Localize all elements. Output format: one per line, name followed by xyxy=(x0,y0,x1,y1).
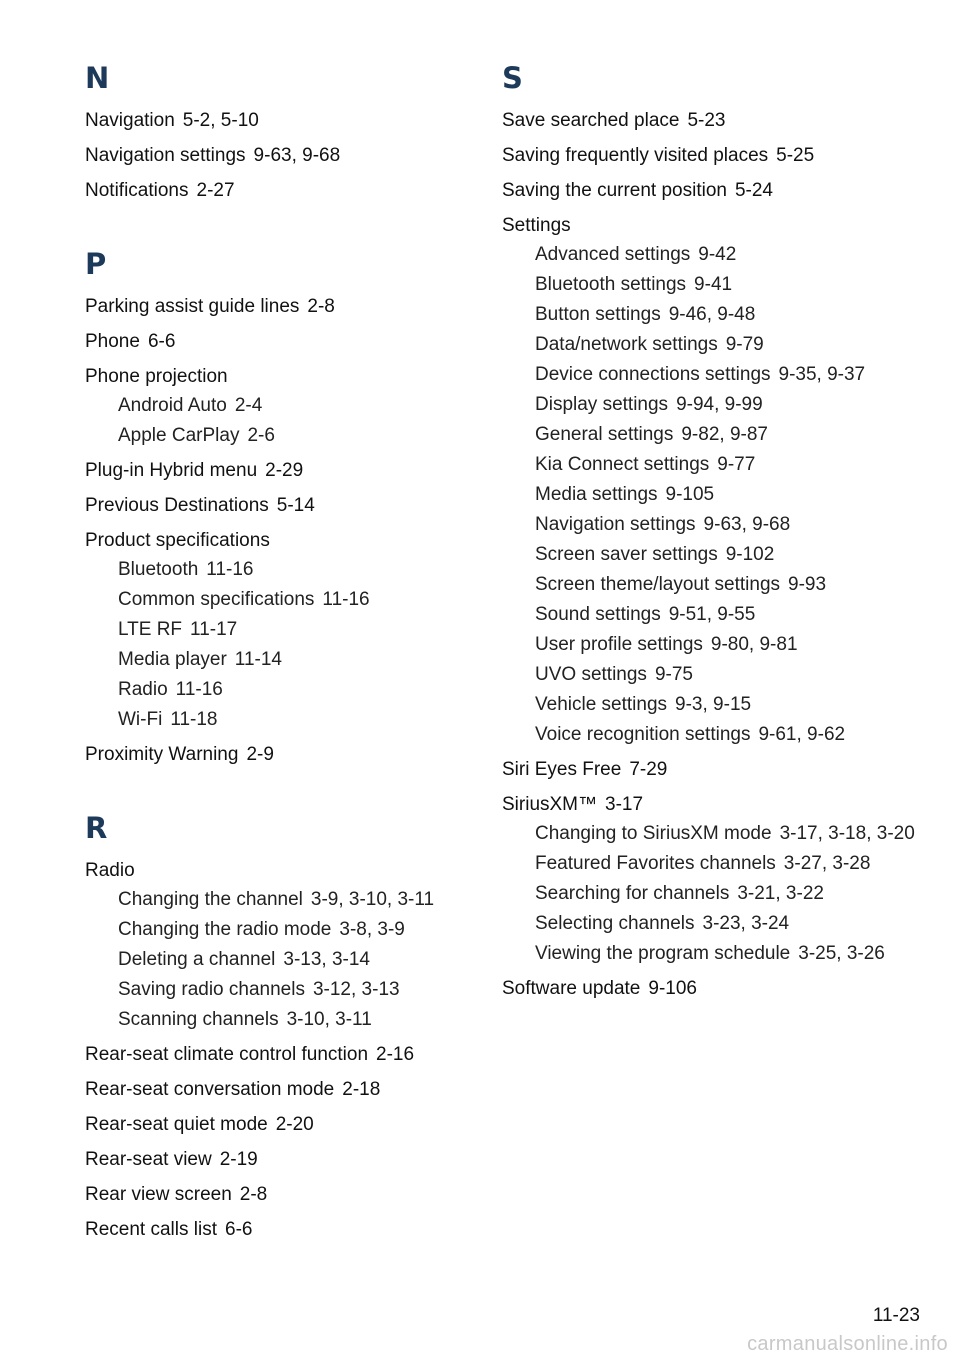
index-entry xyxy=(85,458,475,484)
index-page-ref[interactable]: 11-14 xyxy=(234,649,282,670)
index-subentry xyxy=(502,851,922,877)
index-subterm: Button settings xyxy=(535,304,661,325)
index-subentry xyxy=(502,242,922,268)
index-page-ref[interactable]: 3-9, 3-10, 3-11 xyxy=(310,889,435,910)
index-column-right xyxy=(502,58,922,1042)
index-subentry xyxy=(502,302,922,328)
index-subentry xyxy=(85,677,475,703)
index-subterm: Android Auto xyxy=(118,395,227,416)
index-subentry xyxy=(502,272,922,298)
index-entry xyxy=(85,329,475,355)
index-page-ref[interactable]: 6-6 xyxy=(147,331,176,352)
index-page-ref[interactable]: 9-63, 9-68 xyxy=(253,145,341,166)
index-term: Previous Destinations xyxy=(85,495,269,516)
index-subterm: Navigation settings xyxy=(535,514,696,535)
index-page-ref[interactable]: 5-14 xyxy=(276,495,315,516)
index-subterm: Bluetooth settings xyxy=(535,274,687,295)
index-term: Rear view screen xyxy=(85,1184,232,1205)
index-term: Rear-seat conversation mode xyxy=(85,1079,335,1100)
index-page-ref[interactable]: 9-102 xyxy=(725,544,775,565)
index-subterm: LTE RF xyxy=(118,619,183,640)
index-page-ref[interactable]: 2-16 xyxy=(376,1044,415,1065)
index-subentry xyxy=(85,1007,475,1033)
index-subterm: Apple CarPlay xyxy=(118,425,240,446)
index-entry xyxy=(85,1147,475,1173)
index-subterm: Scanning channels xyxy=(118,1009,279,1030)
index-subterm: Vehicle settings xyxy=(535,694,668,715)
index-page-ref[interactable]: 9-106 xyxy=(648,978,697,999)
index-page-ref[interactable]: 5-2, 5-10 xyxy=(182,110,259,131)
index-subterm: Sound settings xyxy=(535,604,661,625)
index-page-ref[interactable]: 2-19 xyxy=(219,1149,258,1170)
index-subterm: Viewing the program schedule xyxy=(535,943,791,964)
index-section-s xyxy=(502,58,922,1002)
index-page-ref[interactable]: 3-23, 3-24 xyxy=(702,913,790,934)
index-page-ref[interactable]: 6-6 xyxy=(225,1219,253,1240)
index-subentry xyxy=(85,707,475,733)
index-entry xyxy=(502,976,922,1002)
index-page-ref[interactable]: 9-41 xyxy=(694,274,733,295)
index-entry xyxy=(85,294,475,320)
index-page-ref[interactable]: 2-9 xyxy=(246,744,274,765)
index-page-ref[interactable]: 9-75 xyxy=(654,664,693,685)
index-page-ref[interactable]: 3-27, 3-28 xyxy=(783,853,871,874)
index-subterm: Radio xyxy=(118,679,168,700)
index-page-ref[interactable]: 9-80, 9-81 xyxy=(710,634,798,655)
index-entry xyxy=(502,792,922,967)
index-subentry xyxy=(502,722,922,748)
index-subentry xyxy=(85,947,475,973)
index-entry xyxy=(85,364,475,449)
index-entry xyxy=(502,143,922,169)
index-entry xyxy=(85,493,475,519)
index-subterm: User profile settings xyxy=(535,634,703,655)
section-letter-heading: P xyxy=(85,247,107,281)
index-subentries xyxy=(85,393,475,449)
index-subterm: Device connections settings xyxy=(535,364,771,385)
index-subterm: UVO settings xyxy=(535,664,647,685)
section-letter-heading: R xyxy=(85,811,108,845)
index-page-ref[interactable]: 9-42 xyxy=(698,244,737,265)
index-subterm: Featured Favorites channels xyxy=(535,853,776,874)
index-subentry xyxy=(502,542,922,568)
index-entry xyxy=(85,143,475,169)
index-subterm: Advanced settings xyxy=(535,244,691,265)
index-subentry xyxy=(85,423,475,449)
index-page-ref[interactable]: 9-3, 9-15 xyxy=(675,694,752,715)
index-page-ref[interactable]: 9-77 xyxy=(717,454,756,475)
index-subentry xyxy=(85,917,475,943)
index-entry xyxy=(85,178,475,204)
index-subentry xyxy=(502,692,922,718)
index-subentry xyxy=(502,332,922,358)
index-page-ref[interactable]: 2-8 xyxy=(307,296,335,317)
index-term: Siri Eyes Free xyxy=(502,759,622,780)
index-subterm: Saving radio channels xyxy=(118,979,305,1000)
index-subterm: Changing the channel xyxy=(118,889,303,910)
index-subterm: Media player xyxy=(118,649,227,670)
index-subentry xyxy=(502,392,922,418)
index-page-ref[interactable]: 9-51, 9-55 xyxy=(668,604,756,625)
index-term: Navigation xyxy=(85,110,175,131)
index-subentry xyxy=(502,911,922,937)
index-subterm: Voice recognition settings xyxy=(535,724,751,745)
index-page-ref[interactable]: 9-46, 9-48 xyxy=(668,304,756,325)
index-subentry xyxy=(502,572,922,598)
index-section-p xyxy=(85,244,475,768)
index-entry xyxy=(502,757,922,783)
index-entry xyxy=(85,1217,475,1243)
index-subentry xyxy=(85,557,475,583)
index-page-ref[interactable]: 2-27 xyxy=(196,180,235,201)
index-entry xyxy=(85,1112,475,1138)
index-term: Save searched place xyxy=(502,110,680,131)
index-page-ref[interactable]: 9-79 xyxy=(725,334,764,355)
index-subterm: Kia Connect settings xyxy=(535,454,710,475)
index-term: Saving frequently visited places xyxy=(502,145,769,166)
section-letter-heading: N xyxy=(85,61,110,95)
index-entry xyxy=(85,528,475,733)
index-subentry xyxy=(502,941,922,967)
index-page-ref[interactable]: 9-63, 9-68 xyxy=(703,514,791,535)
index-page-ref[interactable]: 11-18 xyxy=(170,709,218,730)
index-page-ref[interactable]: 11-16 xyxy=(206,559,254,580)
index-entry xyxy=(85,858,475,1033)
index-page-ref[interactable]: 9-93 xyxy=(788,574,827,595)
index-page-ref[interactable]: 3-17 xyxy=(605,794,644,815)
index-entry xyxy=(502,213,922,748)
index-subterm: Searching for channels xyxy=(535,883,730,904)
index-page-ref[interactable]: 11-16 xyxy=(175,679,223,700)
index-page-ref[interactable]: 3-8, 3-9 xyxy=(339,919,405,940)
index-page-ref[interactable]: 7-29 xyxy=(629,759,668,780)
index-subterm: Wi-Fi xyxy=(118,709,163,730)
index-page-ref[interactable]: 3-21, 3-22 xyxy=(737,883,824,904)
index-page-ref[interactable]: 2-18 xyxy=(342,1079,381,1100)
index-term: Proximity Warning xyxy=(85,744,239,765)
index-subentry xyxy=(85,393,475,419)
index-term: Saving the current position xyxy=(502,180,727,201)
index-subterm: Media settings xyxy=(535,484,658,505)
index-subentry xyxy=(502,881,922,907)
index-page-ref[interactable]: 2-29 xyxy=(265,460,304,481)
index-subentry xyxy=(502,512,922,538)
index-term: Rear-seat quiet mode xyxy=(85,1114,268,1135)
index-term: Phone projection xyxy=(85,366,228,387)
index-page-ref[interactable]: 3-13, 3-14 xyxy=(283,949,371,970)
index-section-r xyxy=(85,808,475,1243)
index-page-ref[interactable]: 9-82, 9-87 xyxy=(681,424,768,445)
index-entry xyxy=(85,1042,475,1068)
page-number: 11-23 xyxy=(872,1305,920,1326)
index-entry xyxy=(85,1077,475,1103)
index-subentry xyxy=(502,662,922,688)
index-term: Software update xyxy=(502,978,641,999)
index-subentry xyxy=(85,887,475,913)
index-subentry xyxy=(85,977,475,1003)
index-subterm: Bluetooth xyxy=(118,559,199,580)
index-page-ref[interactable]: 11-17 xyxy=(190,619,238,640)
index-page-ref[interactable]: 9-94, 9-99 xyxy=(676,394,763,415)
index-page-ref[interactable]: 5-24 xyxy=(734,180,773,201)
index-subentries xyxy=(85,557,475,733)
index-subterm: Screen saver settings xyxy=(535,544,718,565)
index-page-ref[interactable]: 5-23 xyxy=(687,110,726,131)
index-subentry xyxy=(502,632,922,658)
index-subentries xyxy=(502,821,922,967)
section-letter-heading: S xyxy=(502,61,523,95)
index-subterm: Display settings xyxy=(535,394,669,415)
index-subterm: Deleting a channel xyxy=(118,949,276,970)
index-subentry xyxy=(85,617,475,643)
index-subentry xyxy=(502,821,922,847)
index-term: Navigation settings xyxy=(85,145,246,166)
index-page-ref[interactable]: 3-17, 3-18, 3-20 xyxy=(779,823,915,844)
index-subentry xyxy=(85,587,475,613)
index-subentry xyxy=(85,647,475,673)
index-term: Recent calls list xyxy=(85,1219,217,1240)
index-term: Parking assist guide lines xyxy=(85,296,300,317)
index-subterm: Changing to SiriusXM mode xyxy=(535,823,772,844)
index-subterm: Common specifications xyxy=(118,589,315,610)
index-subterm: Changing the radio mode xyxy=(118,919,332,940)
index-page-ref[interactable]: 9-105 xyxy=(665,484,715,505)
index-subentry xyxy=(502,362,922,388)
index-page-ref[interactable]: 3-25, 3-26 xyxy=(798,943,885,964)
watermark: carmanualsonline.info xyxy=(747,1333,948,1355)
index-entry xyxy=(85,108,475,134)
index-term: Plug-in Hybrid menu xyxy=(85,460,258,481)
index-subentry xyxy=(502,452,922,478)
index-page-ref[interactable]: 2-4 xyxy=(234,395,263,416)
index-term: Product specifications xyxy=(85,530,270,551)
index-subentry xyxy=(502,482,922,508)
index-term: Notifications xyxy=(85,180,189,201)
index-page-ref[interactable]: 3-12, 3-13 xyxy=(312,979,400,1000)
index-subterm: Screen theme/layout settings xyxy=(535,574,781,595)
index-subentries xyxy=(502,242,922,748)
index-term: Rear-seat view xyxy=(85,1149,212,1170)
index-term: Phone xyxy=(85,331,140,352)
index-entry xyxy=(502,178,922,204)
index-entry xyxy=(502,108,922,134)
index-subterm: Selecting channels xyxy=(535,913,695,934)
index-subterm: Data/network settings xyxy=(535,334,718,355)
index-page-ref[interactable]: 3-10, 3-11 xyxy=(286,1009,372,1030)
index-page-ref[interactable]: 9-61, 9-62 xyxy=(758,724,846,745)
index-term: SiriusXM™ xyxy=(502,794,598,815)
index-section-n xyxy=(85,58,475,204)
index-page-ref[interactable]: 2-8 xyxy=(239,1184,268,1205)
index-page-ref[interactable]: 2-20 xyxy=(275,1114,314,1135)
index-column-left xyxy=(85,58,475,1283)
index-page-ref[interactable]: 5-25 xyxy=(776,145,815,166)
index-term: Radio xyxy=(85,860,135,881)
index-page-ref[interactable]: 11-16 xyxy=(322,589,370,610)
index-subentry xyxy=(502,602,922,628)
index-subentries xyxy=(85,887,475,1033)
index-page-ref[interactable]: 2-6 xyxy=(247,425,275,446)
index-page-ref[interactable]: 9-35, 9-37 xyxy=(778,364,866,385)
index-entry xyxy=(85,742,475,768)
index-subentry xyxy=(502,422,922,448)
index-entry xyxy=(85,1182,475,1208)
index-term: Rear-seat climate control function xyxy=(85,1044,369,1065)
index-subterm: General settings xyxy=(535,424,674,445)
index-term: Settings xyxy=(502,215,571,236)
